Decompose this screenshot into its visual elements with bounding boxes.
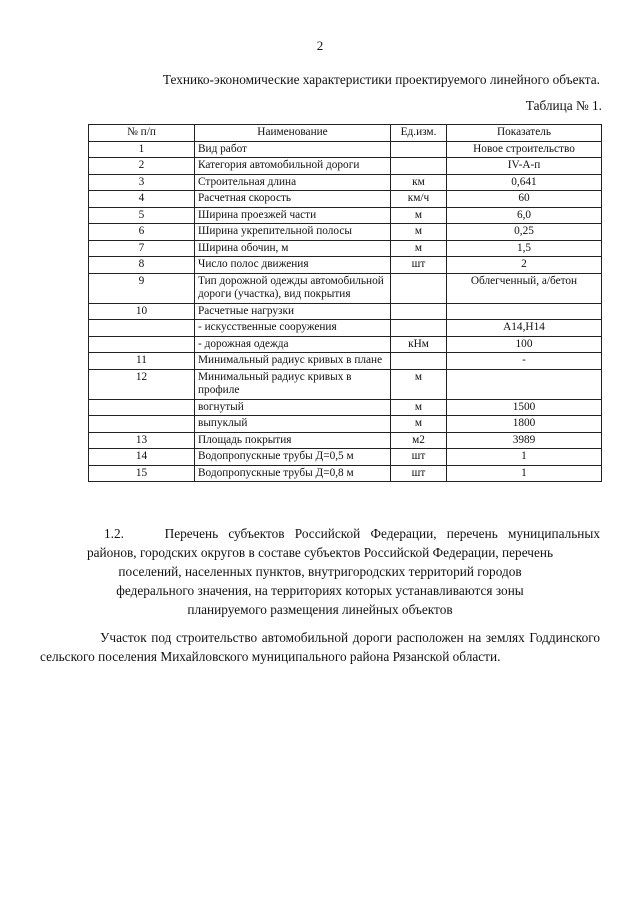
row-unit: м (391, 369, 447, 399)
row-num: 10 (89, 303, 195, 320)
row-value: 1,5 (447, 240, 602, 257)
section-heading-line-1 (40, 524, 600, 543)
row-unit: шт (391, 465, 447, 482)
row-name: Водопропускные трубы Д=0,8 м (195, 465, 391, 482)
section-paragraph: Участок под строительство автомобильной дороги расположен на землях Годдинского сельского поселения Михайловского муниципального района Рязанской области. (40, 630, 600, 664)
table-row (89, 174, 602, 191)
table-row (89, 449, 602, 466)
header-num: № п/п (89, 125, 195, 142)
header-unit: Ед.изм. (391, 125, 447, 142)
row-value: 1 (447, 465, 602, 482)
row-unit (391, 273, 447, 303)
section-heading-line-5: планируемого размещения линейных объектов (187, 602, 453, 617)
row-unit: шт (391, 449, 447, 466)
row-unit: м (391, 416, 447, 433)
section-number: 1.2. (104, 526, 124, 541)
row-num: 4 (89, 191, 195, 208)
section-heading (40, 524, 600, 619)
row-unit (391, 158, 447, 175)
row-value (447, 303, 602, 320)
row-name: Ширина проезжей части (195, 207, 391, 224)
row-value: Новое строительство (447, 141, 602, 158)
row-unit: м (391, 240, 447, 257)
section-heading-line-2: районов, городских округов в составе субъектов Российской Федерации, перечень (86, 545, 554, 560)
table-row (89, 141, 602, 158)
table-row (89, 224, 602, 241)
row-value: 0,641 (447, 174, 602, 191)
table-row (89, 303, 602, 320)
row-name: Минимальный радиус кривых в плане (195, 353, 391, 370)
table-row (89, 320, 602, 337)
table-row (89, 336, 602, 353)
section-heading-text-1: Перечень субъектов Российской Федерации, перечень муниципальных (164, 526, 600, 541)
row-num (89, 416, 195, 433)
row-value: 0,25 (447, 224, 602, 241)
row-num: 11 (89, 353, 195, 370)
table-row (89, 353, 602, 370)
row-name: Категория автомобильной дороги (195, 158, 391, 175)
row-name: Строительная длина (195, 174, 391, 191)
row-num: 3 (89, 174, 195, 191)
row-num: 2 (89, 158, 195, 175)
row-value: Облегченный, а/бетон (447, 273, 602, 303)
row-unit: км/ч (391, 191, 447, 208)
row-num (89, 336, 195, 353)
row-name: выпуклый (195, 416, 391, 433)
table-header-row (89, 125, 602, 142)
row-num: 12 (89, 369, 195, 399)
row-name: Расчетная скорость (195, 191, 391, 208)
row-unit: м (391, 399, 447, 416)
row-unit: м2 (391, 432, 447, 449)
row-unit (391, 141, 447, 158)
table-row (89, 207, 602, 224)
row-value: 6,0 (447, 207, 602, 224)
row-num: 6 (89, 224, 195, 241)
row-name: Минимальный радиус кривых в профиле (195, 369, 391, 399)
row-unit: м (391, 207, 447, 224)
row-num: 15 (89, 465, 195, 482)
row-name: Ширина укрепительной полосы (195, 224, 391, 241)
specs-table (88, 124, 602, 482)
row-name: Число полос движения (195, 257, 391, 274)
row-value: - (447, 353, 602, 370)
table-body (89, 141, 602, 482)
row-unit (391, 320, 447, 337)
row-num: 7 (89, 240, 195, 257)
row-num: 8 (89, 257, 195, 274)
row-name: вогнутый (195, 399, 391, 416)
header-value: Показатель (447, 125, 602, 142)
table-row (89, 432, 602, 449)
row-name: Тип дорожной одежды автомобильной дороги (участка), вид покрытия (195, 273, 391, 303)
row-value: IV-А-п (447, 158, 602, 175)
section-heading-line-4: федерального значения, на территориях которых устанавливаются зоны (116, 583, 524, 598)
row-num: 5 (89, 207, 195, 224)
row-value: 100 (447, 336, 602, 353)
row-value: 2 (447, 257, 602, 274)
row-unit: м (391, 224, 447, 241)
row-value (447, 369, 602, 399)
table-row (89, 240, 602, 257)
row-name: - искусственные сооружения (195, 320, 391, 337)
row-num: 14 (89, 449, 195, 466)
row-unit: шт (391, 257, 447, 274)
row-num: 1 (89, 141, 195, 158)
header-name: Наименование (195, 125, 391, 142)
row-num: 9 (89, 273, 195, 303)
row-name: Ширина обочин, м (195, 240, 391, 257)
table-row (89, 158, 602, 175)
table-row (89, 399, 602, 416)
row-name: Расчетные нагрузки (195, 303, 391, 320)
row-unit: кНм (391, 336, 447, 353)
row-value: 1 (447, 449, 602, 466)
table-row (89, 465, 602, 482)
row-num: 13 (89, 432, 195, 449)
page-number: 2 (316, 38, 324, 53)
table-row (89, 191, 602, 208)
table-row (89, 416, 602, 433)
row-name: - дорожная одежда (195, 336, 391, 353)
row-unit (391, 303, 447, 320)
table-row (89, 257, 602, 274)
row-value: 60 (447, 191, 602, 208)
row-name: Вид работ (195, 141, 391, 158)
document-title: Технико-экономические характеристики проектируемого линейного объекта. (162, 72, 600, 87)
row-unit: км (391, 174, 447, 191)
table-label: Таблица № 1. (525, 98, 602, 113)
row-value: А14,Н14 (447, 320, 602, 337)
row-name: Водопропускные трубы Д=0,5 м (195, 449, 391, 466)
row-unit (391, 353, 447, 370)
row-num (89, 399, 195, 416)
section-heading-line-3: поселений, населенных пунктов, внутригородских территорий городов (118, 564, 522, 579)
row-name: Площадь покрытия (195, 432, 391, 449)
row-value: 3989 (447, 432, 602, 449)
row-num (89, 320, 195, 337)
row-value: 1800 (447, 416, 602, 433)
row-value: 1500 (447, 399, 602, 416)
table-row (89, 369, 602, 399)
table-row (89, 273, 602, 303)
